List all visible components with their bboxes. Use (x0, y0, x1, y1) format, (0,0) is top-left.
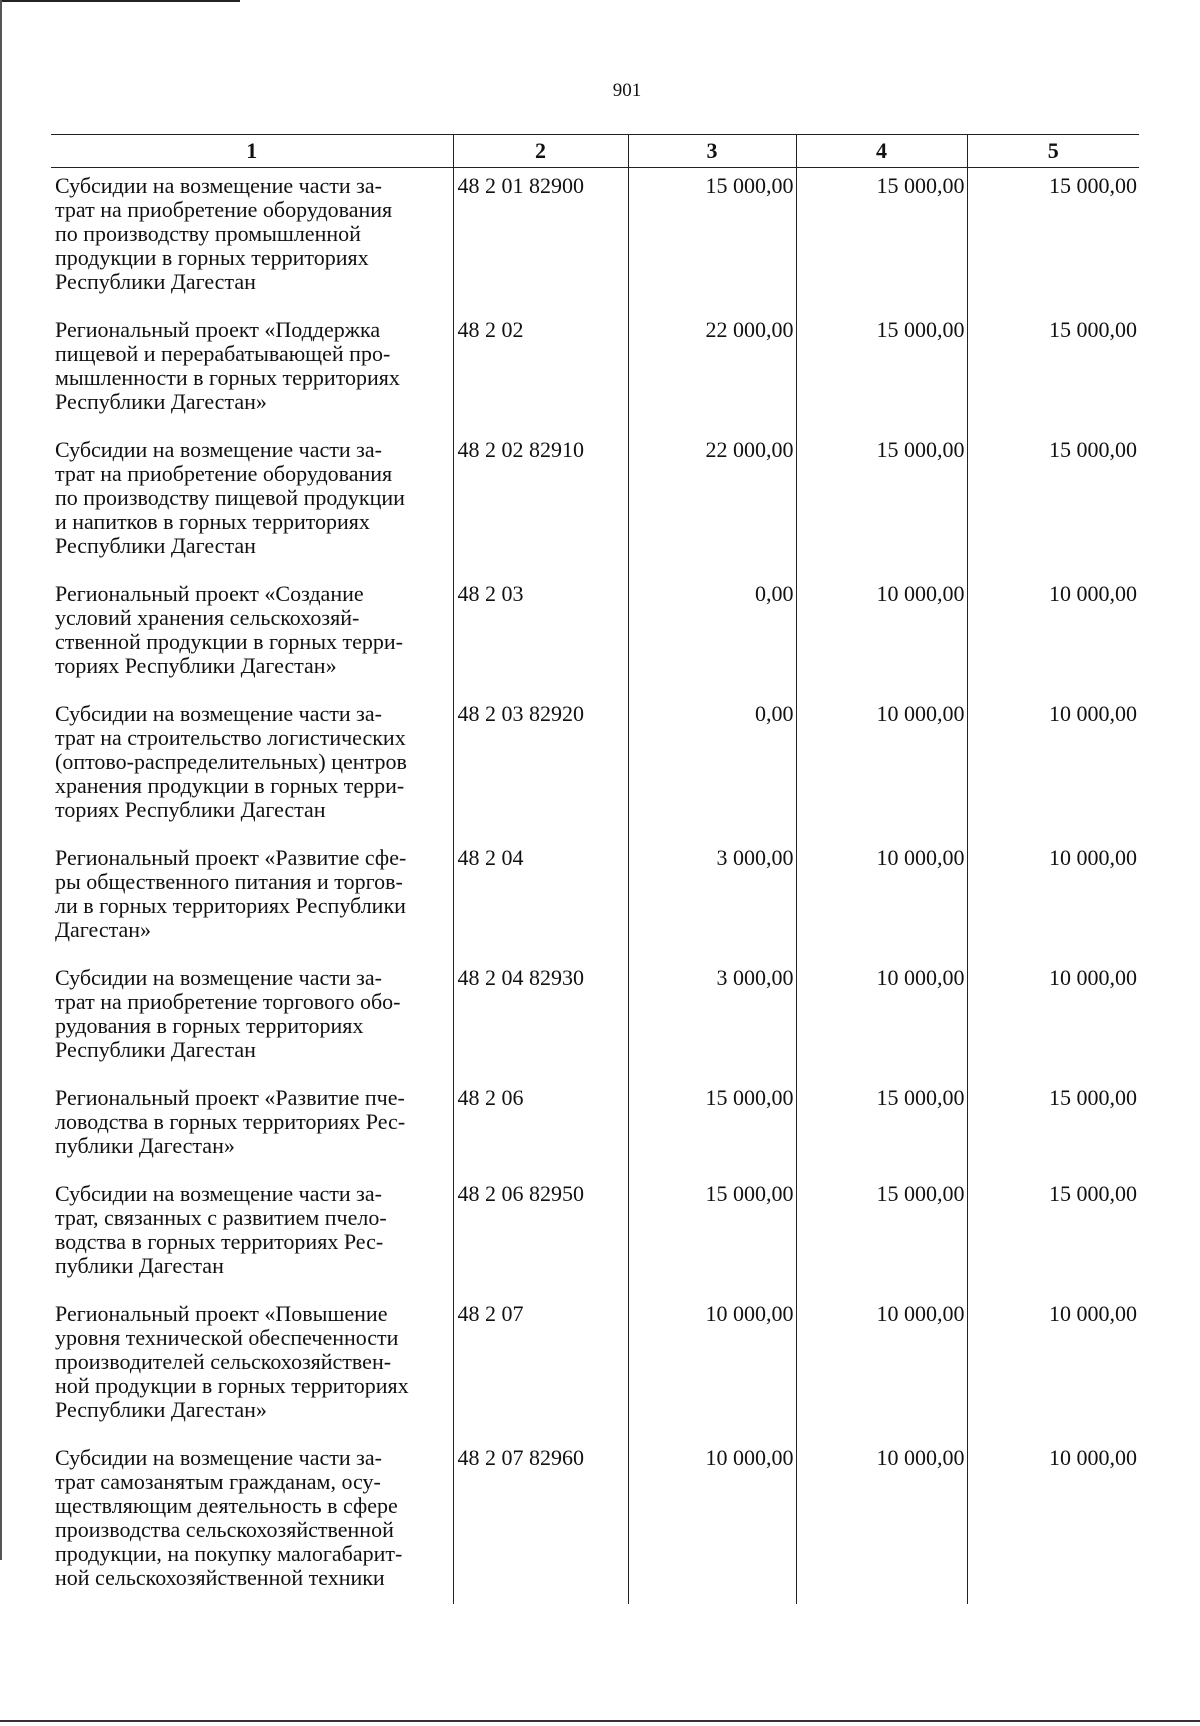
row-value-col-3: 10 000,00 (628, 1302, 796, 1446)
table-row (51, 1446, 1139, 1604)
row-value-col-4: 10 000,00 (796, 702, 967, 846)
row-value-col-5: 15 000,00 (967, 1182, 1139, 1302)
row-code: 48 2 04 (453, 846, 628, 966)
row-code: 48 2 07 82960 (453, 1446, 628, 1604)
row-value-col-3: 15 000,00 (628, 1182, 796, 1302)
header-col-5: 5 (967, 135, 1139, 168)
row-code: 48 2 03 82920 (453, 702, 628, 846)
table-row (51, 702, 1139, 846)
table-row (51, 1086, 1139, 1182)
row-description: Региональный проект «Развитие пче- ловодства в горных территориях Рес- публики Дагестан» (55, 1085, 406, 1158)
scan-edge-top (0, 0, 240, 2)
row-description: Субсидии на возмещение части за- трат на приобретение оборудования по производству промышленной продукции в горных территориях Республики Дагестан (55, 173, 393, 294)
row-value-col-3: 0,00 (628, 582, 796, 702)
row-value-col-4: 15 000,00 (796, 438, 967, 582)
row-value-col-5: 10 000,00 (967, 1302, 1139, 1446)
row-value-col-5: 10 000,00 (967, 846, 1139, 966)
row-value-col-5: 10 000,00 (967, 582, 1139, 702)
row-value-col-3: 10 000,00 (628, 1446, 796, 1604)
row-value-col-5: 15 000,00 (967, 318, 1139, 438)
row-description: Субсидии на возмещение части за- трат, связанных с развитием пчело- водства в горных территориях Рес- публики Дагестан (55, 1181, 387, 1278)
row-value-col-4: 10 000,00 (796, 582, 967, 702)
row-value-col-5: 15 000,00 (967, 1086, 1139, 1182)
row-description: Субсидии на возмещение части за- трат на приобретение оборудования по производству пищевой продукции и напитков в горных территориях Республики Дагестан (55, 437, 405, 558)
row-value-col-4: 15 000,00 (796, 1086, 967, 1182)
row-code: 48 2 03 (453, 582, 628, 702)
budget-table (51, 134, 1139, 1604)
row-code: 48 2 01 82900 (453, 168, 628, 319)
row-code: 48 2 06 82950 (453, 1182, 628, 1302)
row-code: 48 2 06 (453, 1086, 628, 1182)
table-row (51, 846, 1139, 966)
table-row (51, 1302, 1139, 1446)
row-value-col-4: 10 000,00 (796, 1302, 967, 1446)
row-description: Региональный проект «Развитие сфе- ры общественного питания и торгов- ли в горных территориях Республики Дагестан» (55, 845, 407, 942)
row-value-col-3: 22 000,00 (628, 438, 796, 582)
row-value-col-4: 10 000,00 (796, 966, 967, 1086)
row-description: Региональный проект «Создание условий хранения сельскохозяй- ственной продукции в горных терри- ториях Республики Дагестан» (55, 581, 403, 678)
row-description: Региональный проект «Повышение уровня технической обеспеченности производителей сельскохозяйствен- ной продукции в горных территориях Республики Дагестан» (55, 1301, 409, 1422)
scan-edge-left (0, 0, 2, 1560)
row-code: 48 2 02 (453, 318, 628, 438)
row-value-col-3: 3 000,00 (628, 966, 796, 1086)
row-value-col-3: 22 000,00 (628, 318, 796, 438)
row-description: Субсидии на возмещение части за- трат самозанятым гражданам, осу- ществляющим деятельность в сфере производства сельскохозяйственной продукции, на покупку малогабарит- ной сельскохозяйственной техники (55, 1445, 403, 1590)
header-col-3: 3 (628, 135, 796, 168)
row-value-col-4: 10 000,00 (796, 1446, 967, 1604)
row-code: 48 2 02 82910 (453, 438, 628, 582)
row-code: 48 2 07 (453, 1302, 628, 1446)
table-row (51, 1182, 1139, 1302)
table-row (51, 966, 1139, 1086)
row-description: Субсидии на возмещение части за- трат на приобретение торгового обо- рудования в горных территориях Республики Дагестан (55, 965, 401, 1062)
row-value-col-4: 15 000,00 (796, 168, 967, 319)
row-value-col-5: 15 000,00 (967, 168, 1139, 319)
row-value-col-3: 0,00 (628, 702, 796, 846)
row-value-col-4: 15 000,00 (796, 1182, 967, 1302)
page-number: 901 (612, 80, 642, 101)
row-value-col-3: 15 000,00 (628, 1086, 796, 1182)
row-value-col-5: 15 000,00 (967, 438, 1139, 582)
row-value-col-5: 10 000,00 (967, 966, 1139, 1086)
header-col-1: 1 (51, 135, 453, 168)
row-value-col-5: 10 000,00 (967, 1446, 1139, 1604)
row-value-col-4: 10 000,00 (796, 846, 967, 966)
table-row (51, 438, 1139, 582)
row-value-col-5: 10 000,00 (967, 702, 1139, 846)
header-col-2: 2 (453, 135, 628, 168)
scan-edge-bottom (0, 1720, 1200, 1722)
table-row (51, 318, 1139, 438)
row-value-col-3: 15 000,00 (628, 168, 796, 319)
table-row (51, 582, 1139, 702)
table-row (51, 168, 1139, 319)
row-description: Субсидии на возмещение части за- трат на строительство логистических (оптово-распределительных) центров хранения продукции в горных терри- ториях Республики Дагестан (55, 701, 407, 822)
header-row (51, 135, 1139, 168)
row-description: Региональный проект «Поддержка пищевой и перерабатывающей про- мышленности в горных территориях Республики Дагестан» (55, 317, 400, 414)
row-value-col-4: 15 000,00 (796, 318, 967, 438)
header-col-4: 4 (796, 135, 967, 168)
row-code: 48 2 04 82930 (453, 966, 628, 1086)
row-value-col-3: 3 000,00 (628, 846, 796, 966)
